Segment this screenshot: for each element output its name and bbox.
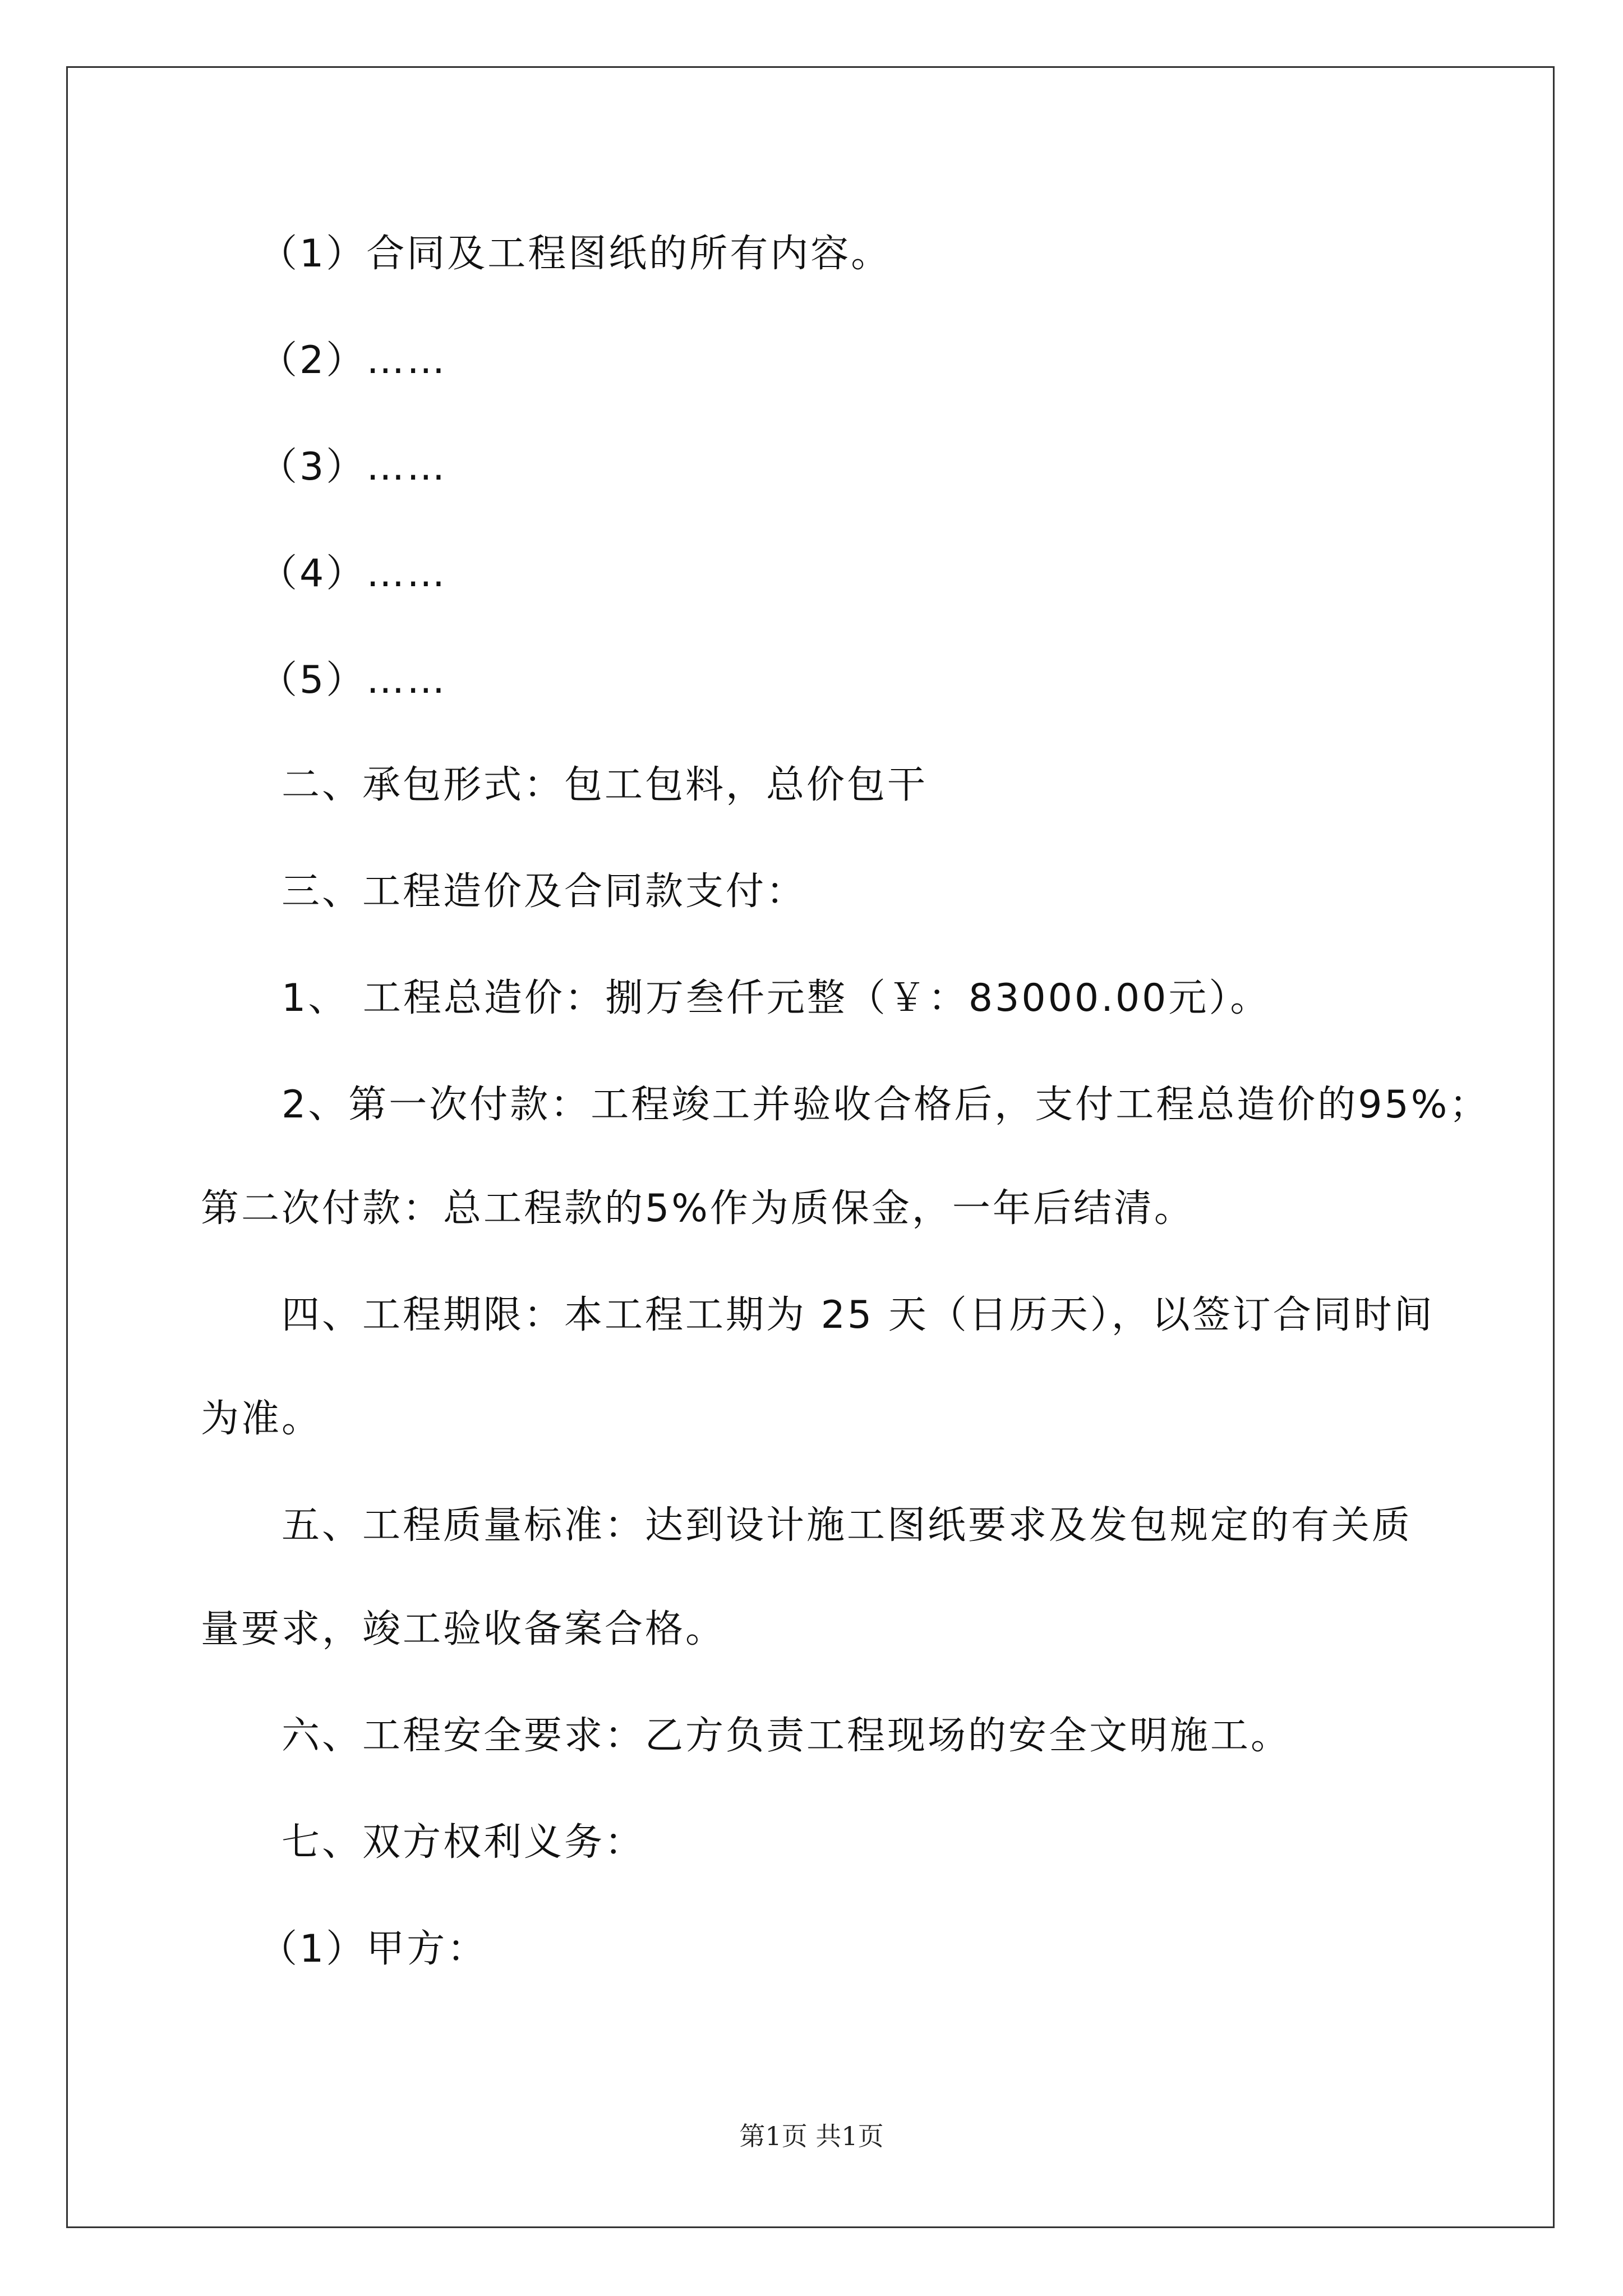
section-contract-form: 二、承包形式：包工包料，总价包干 [282,763,928,807]
section-rights: 七、双方权利义务： [282,1820,645,1865]
first-payment-line: 2、第一次付款：工程竣工并验收合格后，支付工程总造价的95%； [282,1083,1490,1127]
section-period-cont: 为准。 [201,1397,322,1441]
party-a-heading: （1）甲方： [259,1927,488,1971]
page-footer: 第1页 共1页 [739,2121,884,2151]
clause-item-4: （4）…… [259,551,448,596]
section-quality: 五、工程质量标准：达到设计施工图纸要求及发包规定的有关质 [282,1503,1413,1548]
section-period: 四、工程期限：本工程工期为 25 天（日历天），以签订合同时间 [282,1293,1435,1337]
clause-item-1: （1）合同及工程图纸的所有内容。 [259,232,892,276]
clause-item-2: （2）…… [259,338,448,383]
section-price-payment: 三、工程造价及合同款支付： [282,869,807,914]
clause-item-3: （3）…… [259,445,448,489]
section-quality-cont: 量要求，竣工验收备案合格。 [201,1607,726,1651]
clause-item-5: （5）…… [259,658,448,702]
page-border [66,66,1555,2228]
second-payment-line: 第二次付款：总工程款的5%作为质保金，一年后结清。 [201,1186,1195,1231]
section-safety: 六、工程安全要求：乙方负责工程现场的安全文明施工。 [282,1714,1292,1758]
total-price-line: 1、 工程总造价：捌万叁仟元整（￥：83000.00元）。 [282,976,1271,1020]
